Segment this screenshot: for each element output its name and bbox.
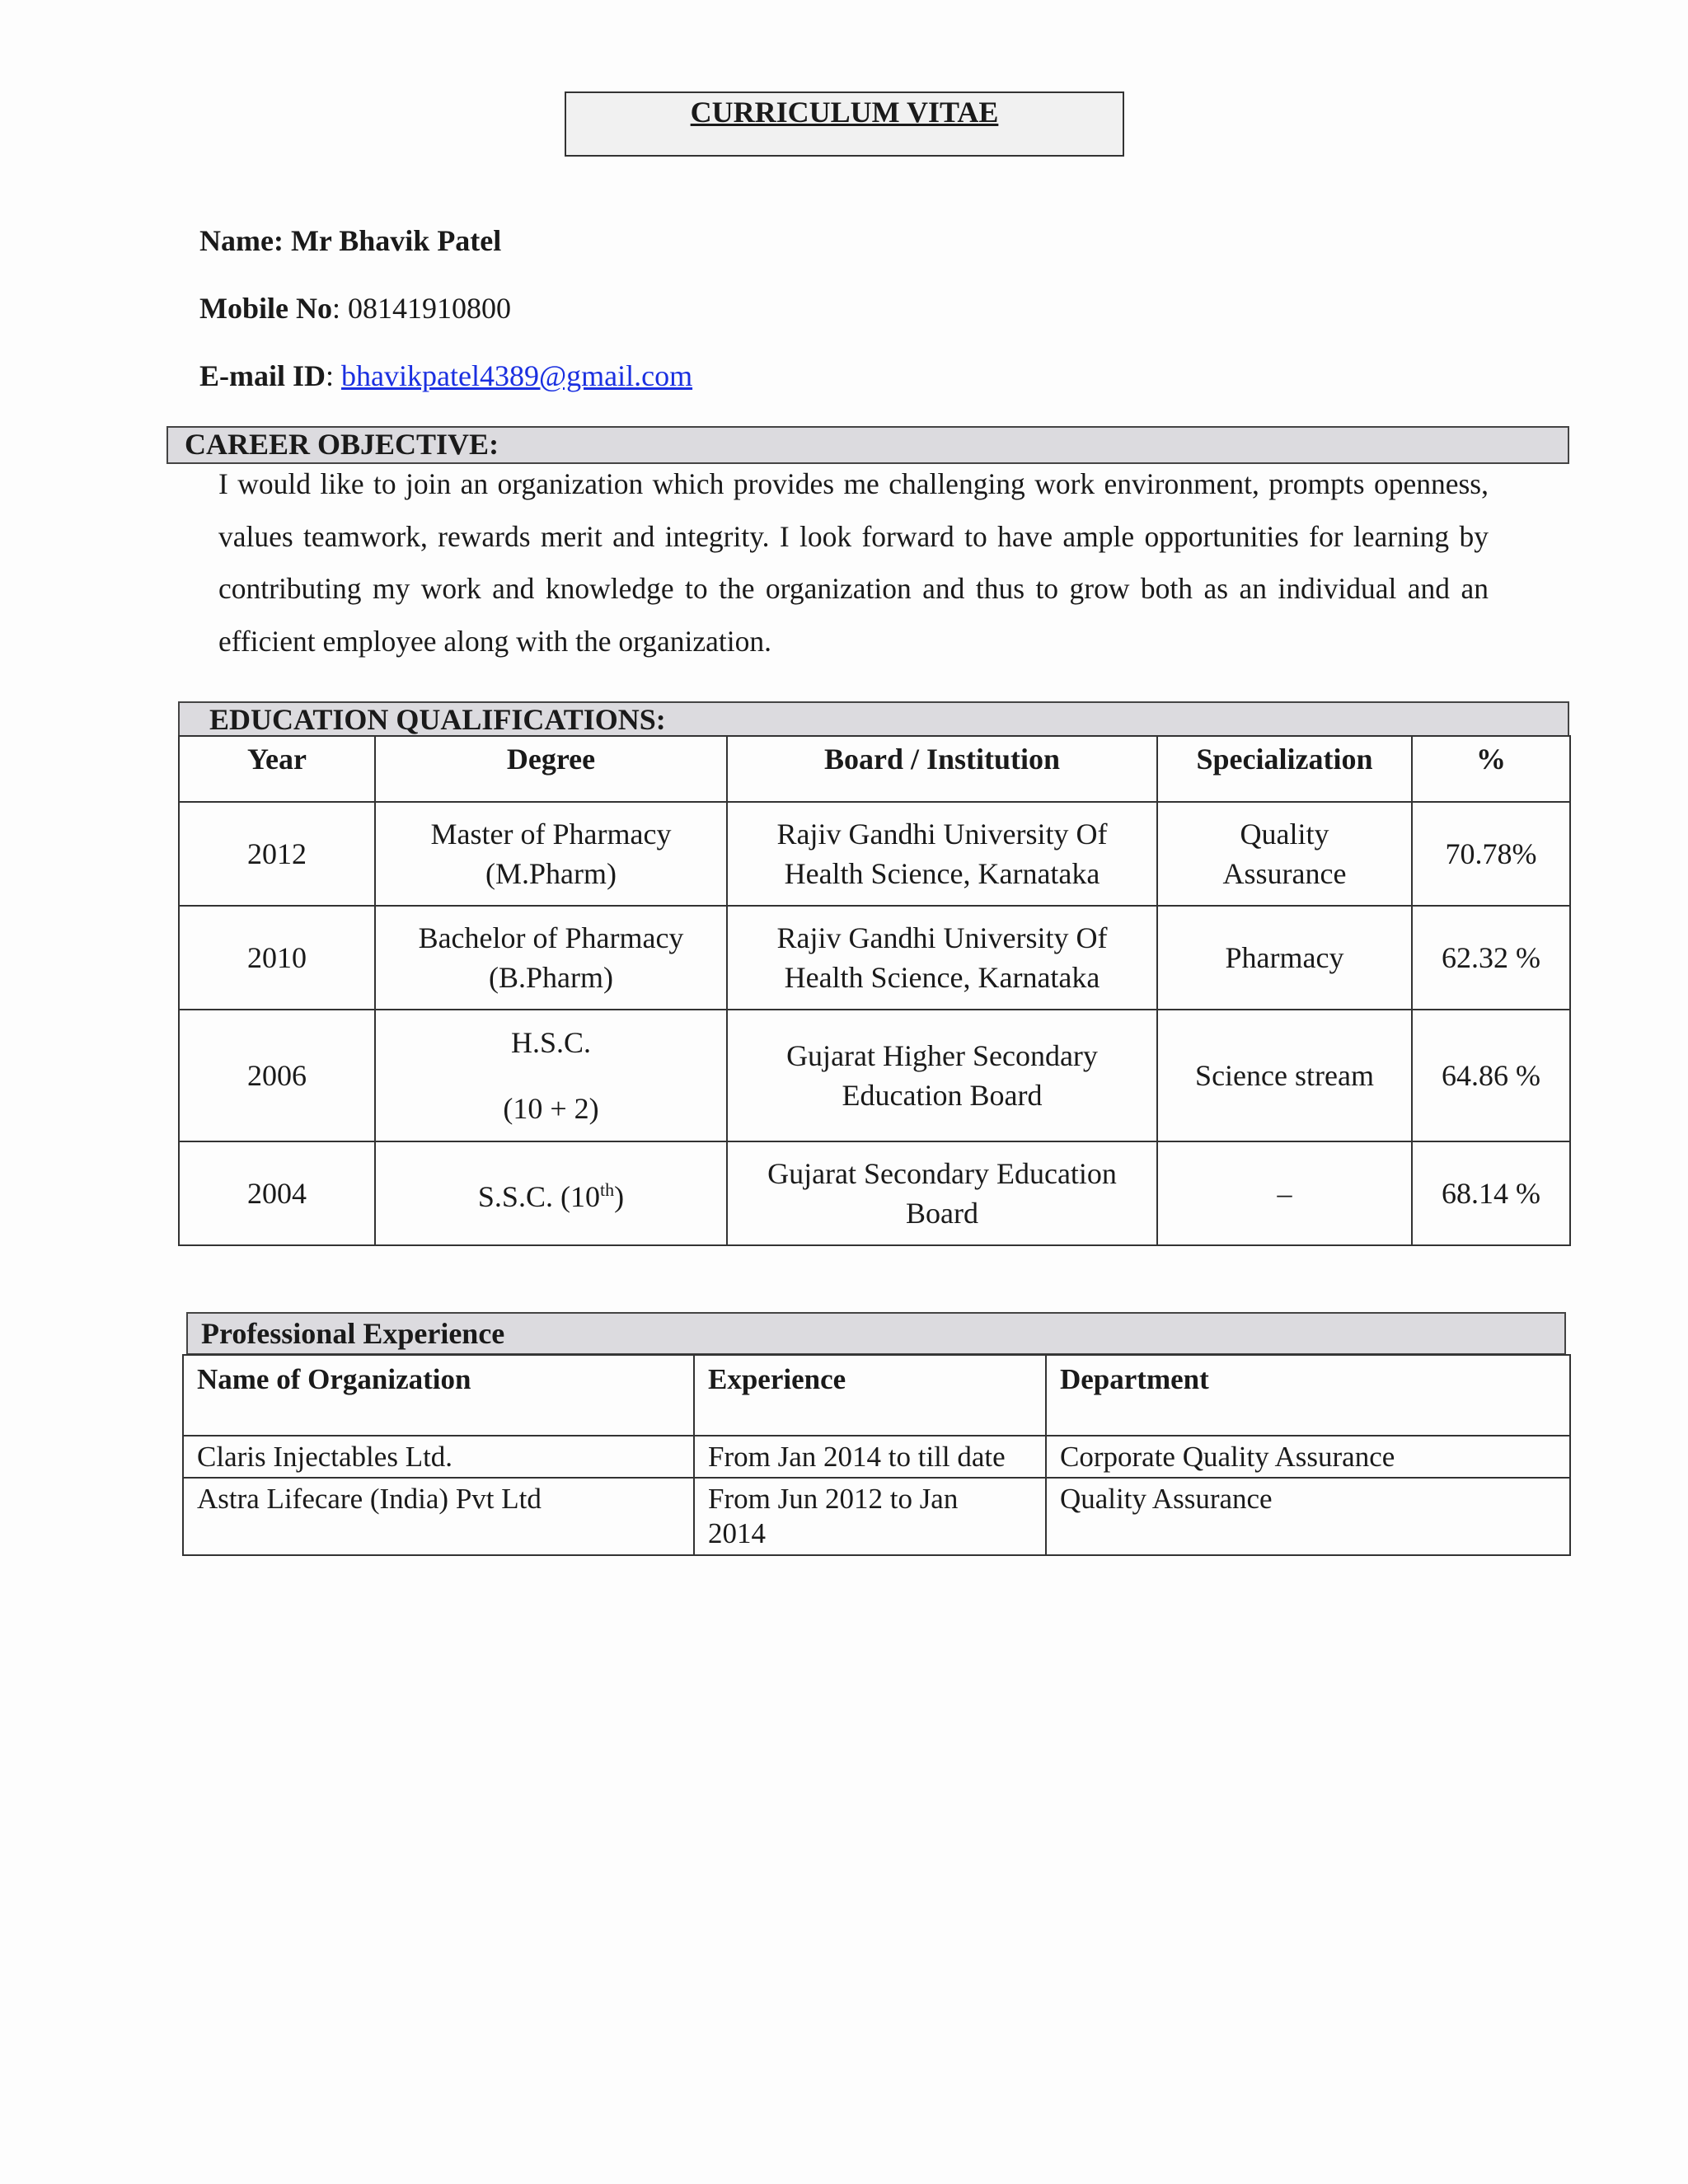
document-title — [565, 91, 1124, 157]
year-cell: 2004 — [179, 1141, 375, 1245]
organization-cell: Astra Lifecare (India) Pvt Ltd — [183, 1478, 694, 1555]
experience-cell — [694, 1478, 1046, 1555]
experience-heading-text: Professional Experience — [201, 1317, 505, 1350]
table-row — [183, 1478, 1570, 1555]
degree-close-paren: ) — [614, 1180, 625, 1213]
table-row — [179, 1010, 1570, 1141]
column-header-specialization: Specialization — [1157, 736, 1412, 802]
board-line-1: Rajiv Gandhi University Of — [776, 818, 1108, 851]
organization-cell: Claris Injectables Ltd. — [183, 1436, 694, 1478]
specialization-line-1: Quality — [1240, 818, 1329, 851]
mobile-line — [199, 292, 511, 325]
board-line-2: Health Science, Karnataka — [784, 961, 1100, 994]
experience-table — [182, 1354, 1571, 1556]
education-heading-text: EDUCATION QUALIFICATIONS: — [209, 703, 666, 736]
degree-text: S.S.C. (10 — [477, 1180, 600, 1213]
experience-line-2: 2014 — [708, 1517, 766, 1549]
board-cell — [727, 1141, 1157, 1245]
board-cell — [727, 906, 1157, 1010]
column-header-experience: Experience — [694, 1355, 1046, 1436]
year-cell: 2006 — [179, 1010, 375, 1141]
specialization-cell — [1157, 802, 1412, 906]
degree-line-1: H.S.C. — [510, 1026, 592, 1059]
degree-line-2: (B.Pharm) — [489, 961, 613, 994]
name-line — [199, 224, 501, 257]
percent-cell: 62.32 % — [1412, 906, 1570, 1010]
board-line-2: Health Science, Karnataka — [784, 857, 1100, 890]
column-header-year: Year — [179, 736, 375, 802]
year-cell: 2010 — [179, 906, 375, 1010]
degree-line-2: (M.Pharm) — [485, 857, 617, 890]
board-line-1: Rajiv Gandhi University Of — [776, 921, 1108, 954]
year-cell: 2012 — [179, 802, 375, 906]
table-row — [179, 906, 1570, 1010]
column-header-department: Department — [1046, 1355, 1570, 1436]
percent-cell: 68.14 % — [1412, 1141, 1570, 1245]
board-cell — [727, 1010, 1157, 1141]
education-header-row — [179, 736, 1570, 802]
percent-cell: 70.78% — [1412, 802, 1570, 906]
department-cell: Corporate Quality Assurance — [1046, 1436, 1570, 1478]
degree-line-1: Bachelor of Pharmacy — [418, 921, 684, 954]
education-heading — [178, 701, 1569, 737]
board-line-1: Gujarat Secondary Education — [767, 1157, 1117, 1190]
mobile-value: : 08141910800 — [331, 292, 511, 325]
degree-superscript: th — [599, 1179, 615, 1200]
board-line-1: Gujarat Higher Secondary — [786, 1039, 1098, 1072]
email-line — [199, 359, 692, 392]
email-link[interactable]: bhavikpatel4389@gmail.com — [341, 359, 693, 392]
board-line-2: Board — [906, 1197, 978, 1230]
title-text: CURRICULUM VITAE — [690, 96, 999, 129]
department-cell: Quality Assurance — [1046, 1478, 1570, 1555]
table-row — [183, 1436, 1570, 1478]
column-header-percent: % — [1412, 736, 1570, 802]
specialization-line-2: Assurance — [1222, 857, 1347, 890]
column-header-organization: Name of Organization — [183, 1355, 694, 1436]
specialization-cell: – — [1157, 1141, 1412, 1245]
experience-heading — [186, 1312, 1566, 1355]
degree-cell — [375, 1010, 727, 1141]
mobile-label: Mobile No — [199, 292, 332, 325]
education-table — [178, 735, 1571, 1246]
experience-cell: From Jan 2014 to till date — [694, 1436, 1046, 1478]
experience-line-1: From Jun 2012 to Jan — [708, 1483, 959, 1515]
board-cell — [727, 802, 1157, 906]
board-line-2: Education Board — [842, 1079, 1043, 1112]
specialization-cell: Science stream — [1157, 1010, 1412, 1141]
table-row — [179, 802, 1570, 906]
email-label: E-mail ID — [199, 359, 326, 392]
degree-cell — [375, 1141, 727, 1245]
degree-cell — [375, 802, 727, 906]
career-objective-heading-text: CAREER OBJECTIVE: — [185, 428, 499, 461]
table-row — [179, 1141, 1570, 1245]
email-separator: : — [326, 359, 342, 392]
career-objective-text: I would like to join an organization which provides me challenging work environment, prompts openness, values teamwork, rewards merit and integrity. I look forward to have ample opportunities for learning by contributing my work and knowledge to the organization and thus to grow both as an individual and an efficient employee along with the organization. — [218, 467, 1489, 658]
specialization-cell: Pharmacy — [1157, 906, 1412, 1010]
column-header-board: Board / Institution — [727, 736, 1157, 802]
degree-cell — [375, 906, 727, 1010]
candidate-name: Name: Mr Bhavik Patel — [199, 224, 502, 257]
column-header-degree: Degree — [375, 736, 727, 802]
degree-line-2: (10 + 2) — [503, 1092, 599, 1125]
percent-cell: 64.86 % — [1412, 1010, 1570, 1141]
experience-header-row — [183, 1355, 1570, 1436]
degree-line-1: Master of Pharmacy — [430, 818, 672, 851]
